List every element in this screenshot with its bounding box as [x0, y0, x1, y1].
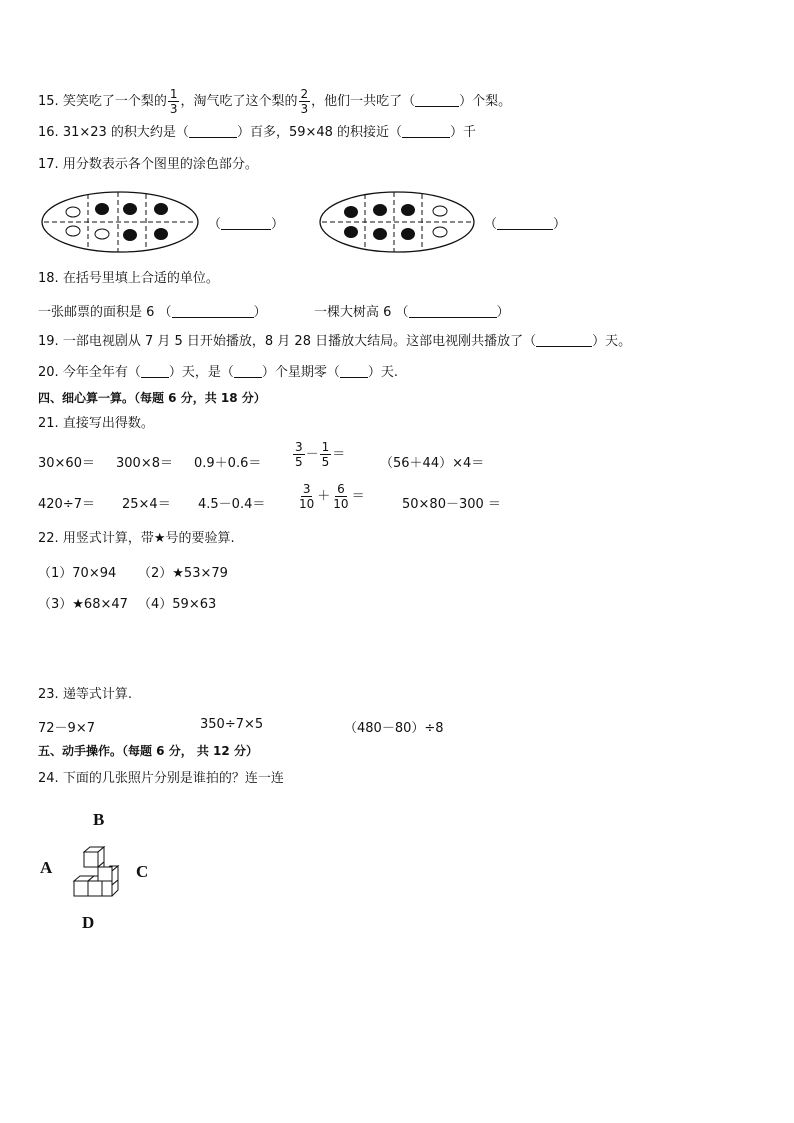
- answer-blank[interactable]: [536, 334, 592, 347]
- question-text: ，淘气吃了这个梨的: [180, 94, 298, 109]
- calc-item: 300×8＝: [116, 456, 173, 471]
- cube-stack-figure: [70, 844, 122, 898]
- question-21: 21. 直接写出得数。: [38, 416, 154, 431]
- answer-blank[interactable]: [340, 365, 368, 378]
- answer-blank[interactable]: [141, 365, 169, 378]
- view-label-c: C: [136, 862, 149, 881]
- question-19: 19. 一部电视剧从 7 月 5 日开始播放，8 月 28 日播放大结局。这部电视刚共播放了（ ）天。: [38, 334, 632, 349]
- question-number: 20.: [38, 365, 59, 380]
- answer-paren-1[interactable]: （ ）: [208, 217, 285, 232]
- question-number: 18.: [38, 271, 59, 286]
- question-text: ，他们一共吃了（: [311, 94, 416, 109]
- calc-item: （3）★68×47: [38, 597, 128, 612]
- calc-item: （2）★53×79: [138, 566, 228, 581]
- section-4-heading: 四、细心算一算。（每题 6 分，共 18 分）: [38, 391, 266, 405]
- question-number: 22.: [38, 531, 59, 546]
- question-24: 24. 下面的几张照片分别是谁拍的？连一连: [38, 771, 284, 786]
- fraction: $\frac{2}{3}$: [300, 87, 309, 116]
- question-23: 23. 递等式计算.: [38, 687, 132, 702]
- calc-item: 25×4＝: [122, 497, 171, 512]
- calc-item: （56＋44）×4＝: [380, 456, 485, 471]
- section-5-heading: 五、动手操作。（每题 6 分， 共 12 分）: [38, 744, 258, 758]
- calc-item: （4）59×63: [138, 597, 217, 612]
- fraction: $\frac{1}{3}$: [169, 87, 178, 116]
- calc-item: 350÷7×5: [200, 717, 264, 732]
- calc-item: 72－9×7: [38, 721, 95, 736]
- question-15: 15. 笑笑吃了一个梨的 $\frac{1}{3}$ ，淘气吃了这个梨的 $\frac{2}{3}$ ，他们一共吃了（ ）个梨。: [38, 87, 512, 116]
- calc-item: 30×60＝: [38, 456, 95, 471]
- calc-item: 4.5－0.4＝: [198, 497, 266, 512]
- question-number: 16.: [38, 125, 59, 140]
- answer-blank[interactable]: [189, 125, 237, 138]
- view-label-d: D: [82, 913, 95, 932]
- answer-blank[interactable]: [221, 217, 271, 230]
- question-text: 笑笑吃了一个梨的: [62, 94, 167, 109]
- answer-blank[interactable]: [172, 305, 254, 318]
- answer-blank[interactable]: [415, 94, 459, 107]
- question-number: 19.: [38, 334, 59, 349]
- calc-item: （1）70×94: [38, 566, 117, 581]
- question-16: 16. 31×23 的积大约是（ ）百多，59×48 的积接近（ ）千: [38, 125, 477, 140]
- calc-item: 50×80－300 ＝: [402, 497, 501, 512]
- view-label-a: A: [40, 858, 53, 877]
- question-18a: 一张邮票的面积是 6 （ ）: [38, 305, 267, 320]
- question-number: 15.: [38, 94, 59, 109]
- question-number: 24.: [38, 771, 59, 786]
- answer-blank[interactable]: [402, 125, 450, 138]
- question-20: 20. 今年全年有（ ）天，是（ ）个星期零（ ）天.: [38, 365, 399, 380]
- calc-item-fraction: $\frac{3}{10}$ ＋ $\frac{6}{10}$ ＝: [299, 482, 365, 511]
- question-18b: 一棵大树高 6 （ ）: [314, 305, 510, 320]
- view-label-b: B: [93, 810, 105, 829]
- answer-blank[interactable]: [409, 305, 497, 318]
- calc-item: 0.9＋0.6＝: [194, 456, 262, 471]
- answer-paren-2[interactable]: （ ）: [484, 217, 567, 232]
- calc-item: （480－80）÷8: [344, 721, 444, 736]
- ellipse-figure-1: [40, 190, 200, 254]
- question-number: 21.: [38, 416, 59, 431]
- question-number: 17.: [38, 157, 59, 172]
- calc-item: 420÷7＝: [38, 497, 95, 512]
- answer-blank[interactable]: [497, 217, 553, 230]
- question-18: 18. 在括号里填上合适的单位。: [38, 271, 219, 286]
- ellipse-figure-2: [318, 190, 476, 254]
- question-number: 23.: [38, 687, 59, 702]
- question-22: 22. 用竖式计算，带★号的要验算.: [38, 531, 235, 546]
- answer-blank[interactable]: [234, 365, 262, 378]
- calc-item-fraction: $\frac{3}{5}$ － $\frac{1}{5}$ ＝: [295, 440, 346, 469]
- question-17: 17. 用分数表示各个图里的涂色部分。: [38, 157, 258, 172]
